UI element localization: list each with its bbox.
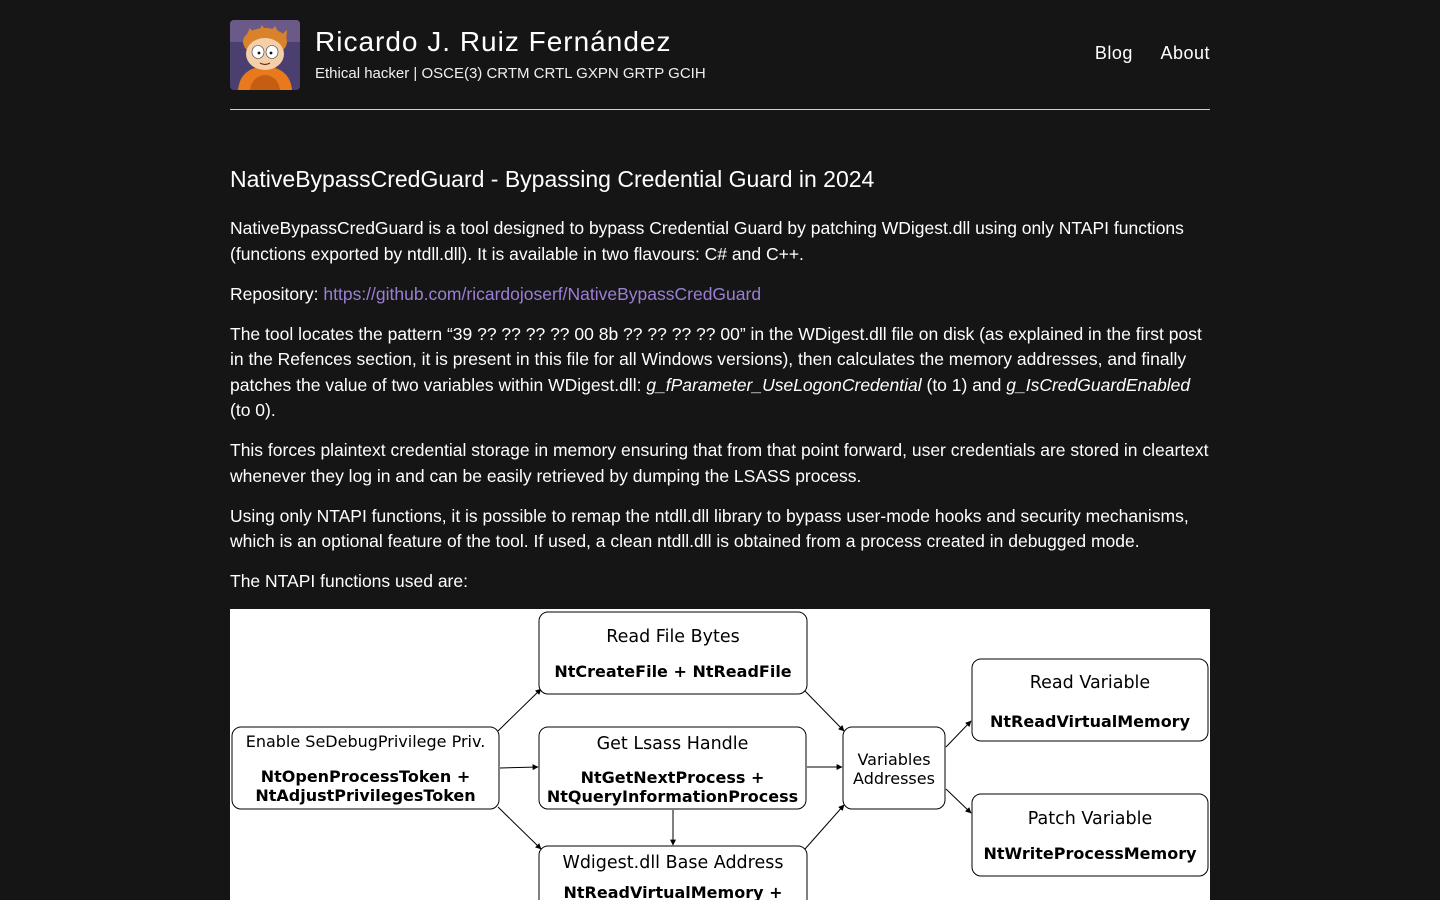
node-variables-addresses — [843, 727, 945, 809]
node-patch-variable-line1: NtWriteProcessMemory — [983, 844, 1197, 863]
avatar-image — [230, 20, 300, 90]
node-wdigest-base-line1: NtReadVirtualMemory + — [563, 883, 783, 900]
node-enable-privilege-title: Enable SeDebugPrivilege Priv. — [245, 732, 486, 751]
site-nav — [1073, 43, 1210, 64]
repository-label: Repository: — [230, 283, 324, 304]
node-variables-addresses-line1: Variables — [857, 750, 931, 769]
diagram-svg — [230, 609, 1210, 900]
arrow-priv-to-readfile — [498, 689, 541, 731]
ntapi-paragraph: Using only NTAPI functions, it is possible to remap the ntdll.dll library to bypass user-mode hooks and security mechanisms, which is an optional feature of the tool. If used, a clean ntdll.dll is obtained from a process created in debugged mode. — [230, 505, 1189, 551]
node-wdigest-base-title: Wdigest.dll Base Address — [562, 853, 784, 873]
pattern-text-3: (to 0). — [230, 400, 276, 420]
node-enable-privilege-line2: NtAdjustPrivilegesToken — [255, 786, 476, 805]
site-title[interactable]: Ricardo J. Ruiz Fernández — [315, 26, 672, 57]
node-lsass-handle-line1: NtGetNextProcess + — [580, 768, 765, 787]
repository-paragraph — [230, 282, 1215, 308]
repository-link[interactable]: https://github.com/ricardojoserf/NativeBypassCredGuard — [323, 283, 762, 304]
arrow-addresses-to-readvar — [946, 721, 971, 747]
site-tagline: Ethical hacker | OSCE(3) CRTM CRTL GXPN GRTP GCIH — [315, 65, 706, 82]
avatar[interactable] — [230, 20, 300, 90]
node-lsass-handle — [539, 727, 806, 809]
post-title: NativeBypassCredGuard - Bypassing Credential Guard in 2024 — [230, 166, 875, 192]
arrow-wdigest-to-addresses — [805, 805, 844, 849]
node-patch-variable — [972, 794, 1208, 876]
pattern-paragraph — [230, 322, 1215, 424]
node-read-variable-title: Read Variable — [1029, 673, 1151, 693]
site-header — [230, 0, 1210, 110]
post-body — [230, 216, 1215, 609]
arrow-readfile-to-addresses — [805, 691, 844, 731]
node-read-file-title: Read File Bytes — [606, 627, 740, 647]
node-variables-addresses-line2: Addresses — [853, 769, 935, 788]
variable-use-logon-credential: g_fParameter_UseLogonCredential — [646, 374, 922, 395]
functions-intro-paragraph: The NTAPI functions used are: — [230, 571, 468, 591]
page-wrapper — [230, 0, 1210, 900]
pattern-text-1: The tool locates the pattern “39 ?? ?? ?? ?? 00 8b ?? ?? ?? ?? 00” in the WDigest.dll file on disk (as explained in the first post in the Refences section, it is present in this file for all Windows versions), then calculates the memory addresses, and finally patches the value of two variables within WDigest.dll: — [230, 323, 1202, 395]
node-read-file — [539, 612, 807, 694]
nav-link-about[interactable]: About — [1160, 43, 1210, 63]
pattern-text-2: (to 1) and — [921, 374, 1007, 395]
nav-link-blog[interactable]: Blog — [1094, 43, 1133, 63]
node-enable-privilege — [232, 727, 499, 809]
forces-paragraph: This forces plaintext credential storage in memory ensuring that from that point forward, user credentials are stored in cleartext whenever they log in and can be easily retrieved by dumping the LSASS process. — [230, 440, 1209, 486]
node-lsass-handle-line2: NtQueryInformationProcess — [546, 787, 799, 806]
node-read-variable-line1: NtReadVirtualMemory — [989, 712, 1191, 731]
node-read-variable — [972, 659, 1208, 741]
arrow-priv-to-wdigest — [498, 807, 541, 849]
node-enable-privilege-line1: NtOpenProcessToken + — [260, 767, 471, 786]
node-lsass-handle-title: Get Lsass Handle — [596, 734, 749, 754]
node-patch-variable-title: Patch Variable — [1027, 809, 1153, 829]
intro-paragraph: NativeBypassCredGuard is a tool designed to bypass Credential Guard by patching WDigest.dll using only NTAPI functions (functions exported by ntdll.dll). It is available in two flavours: C# and C++. — [230, 218, 1184, 264]
node-wdigest-base — [539, 846, 807, 900]
arrow-addresses-to-patchvar — [946, 789, 971, 813]
ntapi-flow-diagram — [230, 609, 1210, 900]
node-read-file-line1: NtCreateFile + NtReadFile — [554, 662, 792, 681]
arrow-priv-to-lsass — [500, 767, 538, 768]
variable-cred-guard-enabled: g_IsCredGuardEnabled — [1006, 374, 1191, 395]
